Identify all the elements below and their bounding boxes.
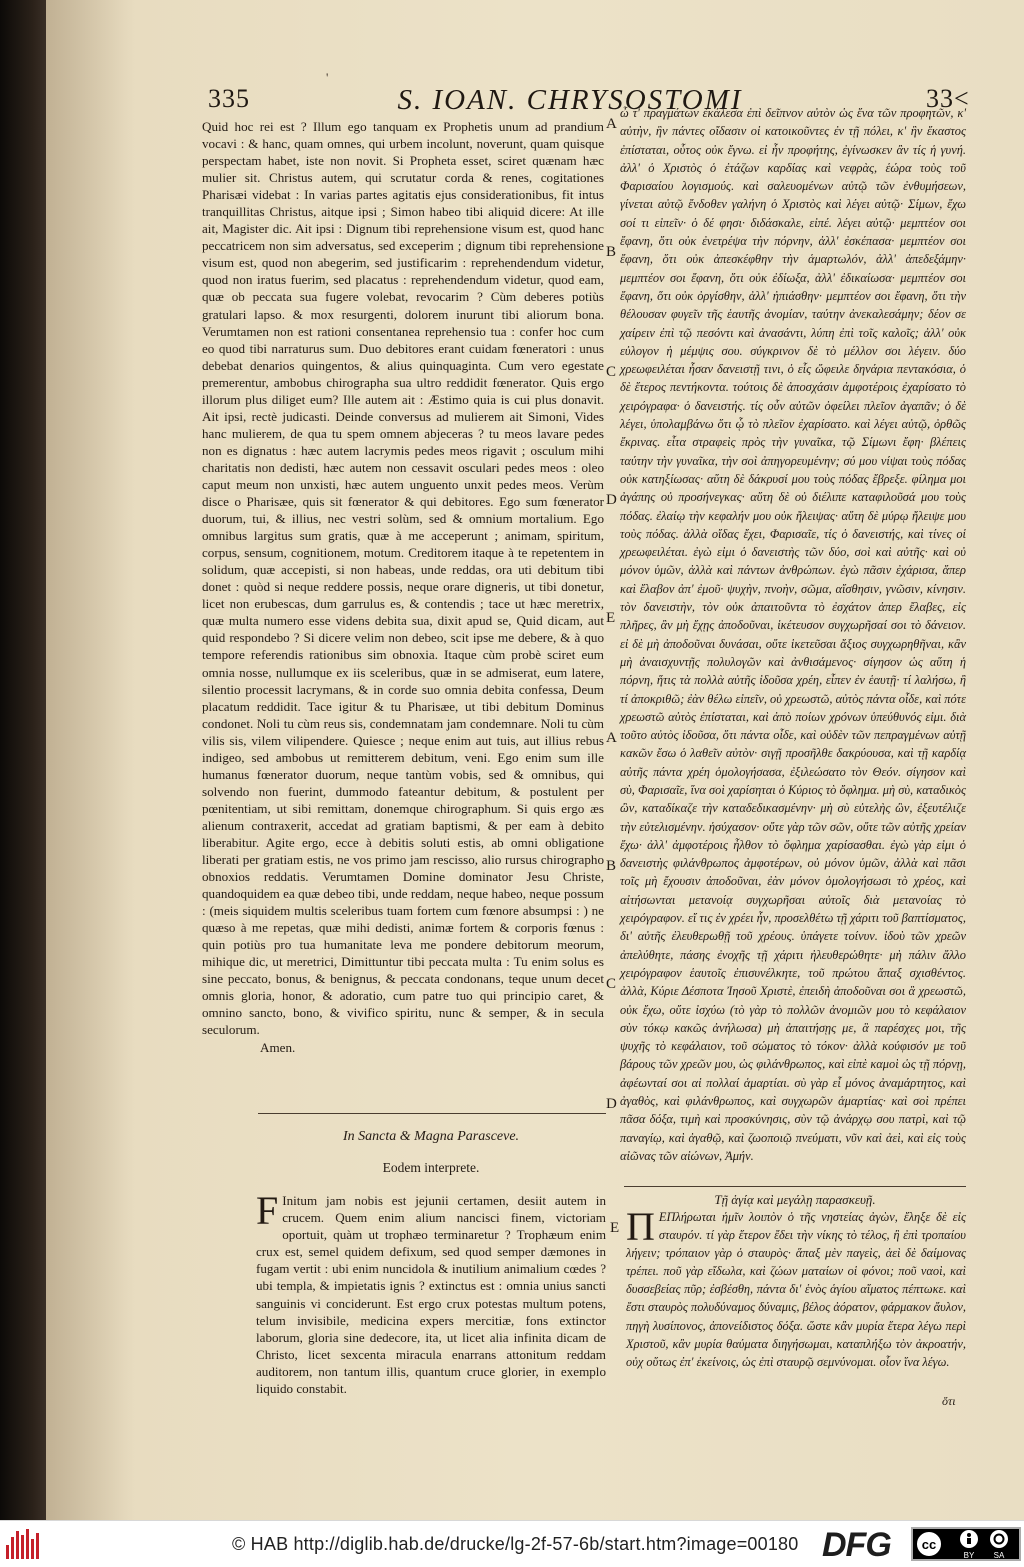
section-marker: A (606, 730, 617, 746)
catchword: ὅτι (942, 1394, 956, 1408)
sa-label: SA (993, 1551, 1005, 1560)
latin-section-body (256, 1188, 606, 1397)
page-gutter-shading (46, 0, 136, 1520)
greek-section-text: ΕΠλήρωται ἡμῖν λοιπὸν ὁ τῆς νηστείας ἀγὼν, ἔληξε δὲ εἰς σταυρόν. τί γὰρ ἕτερον ἔδει τὴν νίκης τὸ τέλος, ἢ ἐπὶ τροπαίου λήγειν; τρόπαιον γὰρ ὁ σταυρὸς· ἅπαξ μὲν παγεὶς, ἀεὶ δὲ δαίμονας τρέπει. ποῦ γὰρ εἴδωλα, καὶ ζώων ματαίων οἱ φόνοι; ποῦ ναοὶ, καὶ δυσσεβείας πῦρ; ἐσβέσθη, πάντα δι' ἑνὸς ἁγίου αἵματος πέπτωκε. καὶ ἔστι σταυρὸς πολυδύναμος δύναμις, βέλος ἀόρατον, φάρμακον ἄυλον, πηγὴ λυσίπονος, ἀπονείδιστος δόξα. ὥστε κἂν μυρία ἕτερα λέγω περὶ Χριστοῦ, κἂν μυρία θαύματα διηγήσωμαι, καταπλήξω τὸν ἀκροατήν, οὐχ οὕτως ἐπ' ἐκείνοις, ὡς ἐπὶ σταυρῷ σεμνύνομαι. οἷον ἵνα λέγω. (626, 1210, 966, 1369)
cc-license-icon[interactable] (911, 1527, 1021, 1561)
section-marker: A (606, 116, 617, 132)
greek-section-rule (624, 1186, 966, 1187)
latin-section-heading: In Sancta & Magna Parasceve. (342, 1129, 520, 1144)
section-marker: D (606, 492, 617, 508)
latin-paragraph: Quid hoc rei est ? Illum ego tanquam ex Prophetis unum ad prandium vocavi : & hanc, quam omnes, qui urbem incolunt, noverunt, quam quisque perspectam habet, iste non novit. Si Propheta esset, sciret quænam hæc mulier sit. Christus autem, qui scrutatur corda & renes, cogitationes Pharisæi videbat : In varias partes agitatis ejus considerationibus, fit intus tranquillitas Christus, aitque ipsi ; Simon habeo tibi aliquid dicere: At ille ait, Magister dic. Ait ipsi : Dignum tibi reprehensione visum est, quod hanc peccatricem non sim adversatus, sed exceperim ; dignum tibi reprehensione visum est, quod non abegerim, sed justificarim : reprehendendum videtur, quod non iratus fuerim, sed placatus : reprehendendum videtur, quod eam, quæ ob peccata sua fugere volebat, revocarim ? Cùm deberes potiùs gratulari lapso. & mox resurgenti, dolorem inurunt tibi aliorum bona. Verumtamen non est rationi consentanea reprehensio tua : confer hoc cum eo quod tibi narraturus sum. Duo debitores erant cuidam fœneratori : unus debebat denarios quingentos, & alius quinquaginta. Cum vero egestate premerentur, ambobus chirographa sua ultro reddidit fœnerator. Quis ergo illorum plus diliget eum? Ille autem ait : Æstimo quia is cui plus donavit. Ait ipsi, rectè judicasti. Deinde conversus ad mulierem ait Simoni, Vides hanc mulierem, de qua tu spem omnem abjeceras ? tu meos lavare pedes non es dignatus : hæc autem lacrymis pedes meos rigavit ; osculum mihi charitatis non dedisti, hæc autem non cessavit osculari pedes meos : oleo caput meum non unxisti, hæc autem unguento unxit pedes meos. Verùm disce o Pharisæe, quis sit fœnerator & qui debitores. Ego sum fœnerator duorum, tui, & illius, nec vestri solùm, sed & omnium mortalium. Ego omnibus largitus sum gratis, quæ à me acceperunt ; animam, spiritum, corpus, sensum, cognitionem, motum. Creditorem itaque à te repetentem in solidum, quæ accepisti, si non habeas, unde reddas, ora uti debitum tibi donet : quòd si neque reddere possis, neque orare digneris, ut tibi donetur, licet non erubescas, dum garrulus es, & contendis ; tace ut hæc meretrix, quæ multa numero esse videns debita sua, dixit apud se, Quid dicam, aut quid respondebo ? Si dicere velim non debeo, scit ipse me debere, & à quo tempore referendis rationibus sim obnoxia. Itaque cùm probè sciret eum omnia nosse, nullumque ex iis sceleribus, quæ in se admiserat, eum latere, silentio processit lacrymans, & in corde suo omnia debita confessa, Deum placatum reddidit. Tace igitur & tu Pharisæe, ut tibi debitum Dominus condonet. Noli tu cùm reus sis, condemnatam jam condemnare. Noli tu cùm vilis sis, vilem vilipendere. Quiesce ; neque enim aut tuis, aut illius rebus indigeo, sed ambobus ut remitterem debitum, veni. Ego enim sum ille humanus fœnerator duorum, neque tantùm vobis, sed & omnibus, qui solvendo non fuerint, dummodo fateantur debitum, & postulent per pœnitentiam, ut sibi remittam, donemque chirographum. Si quis ergo æs alienum contraxerit, accedat ad gratiam baptismi, & per eam à debito liberabitur. Agite ergo, ecce à debitis soluti estis, ab omni obligatione liberati per gratiam estis, ne vos primo jam rescisso, alio rursus chirographo obnoxios reddatis. Verumtamen Domine dominator Jesu Christe, quandoquidem ea quæ debeo tibi, unde reddam, neque habeo, neque possum : (meis siquidem multis sceleribus tuam fortem cum fœnore absumpsi : ) ne quæso à me repetas, quæ mihi dedisti, animæ fortem & corporis fœnus : quin potiùs pro tua humanitate leva me pondere debitorum meorum, mihique dic, ut meretrici, Dimittuntur tibi peccata multa : Tu enim solus es sine peccato, bonus, & benignus, & peccata condonans, teque unum decet omnis gloria, honor, & adoratio, cum patre tuo qui principio caret, & omnino sancto, bono, & vivifico spiritu, nunc & semper, & in secula seculorum. (202, 119, 604, 1038)
page-title: S. IOAN. CHRYSOSTOMI (397, 84, 743, 116)
greek-section-heading: Τῇ ἁγίᾳ καὶ μεγάλῃ παρασκευῇ. (714, 1192, 876, 1207)
footer-source-link[interactable]: © HAB http://diglib.hab.de/drucke/lg-2f-57-6b/start.htm?image=00180 (232, 1534, 799, 1554)
dfg-logo: DFG (822, 1526, 891, 1564)
section-marker: E (606, 610, 616, 626)
page-number-right: 33< (926, 84, 970, 113)
greek-paragraph: ὦ τ' πραγμάτων ἐκάλεσα ἐπὶ δεῖπνον αὐτὸν ὡς ἕνα τῶν προφητῶν, κ' αὐτὴν, ἣν πάντες οἴδασιν οἱ κατοικοῦντες ἐν τῇ πόλει, κ' ἣν ἕκαστος ἐπίσταται, οὗτος οὐκ ἔγνω. εἰ ἦν προφήτης, ἐγίνωσκεν ἂν τίς ἡ γυνή. ἀλλ' ὁ Χριστὸς ὁ ἐτάζων καρδίας καὶ νεφρὰς, ἑώρα τοὺς τοῦ Φαρισαίου λογισμούς. καὶ σαλευομένων αὐτῷ τῶν ἐνθυμήσεων, γίνεται αὐτῷ ἔνδοθεν γαλήνη ὁ Χριστὸς καὶ λέγει αὐτῷ· Σίμων, ἔχω σοί τι εἰπεῖν· ὁ δέ φησι· διδάσκαλε, εἰπέ. λέγει αὐτῷ· μεμπτέον σοι ἔφανη, ὅτι οὐκ ἐνετρέψα τὴν πόρνην, ἀλλ' ἐσκέπασα· μεμπτέον σοι ἔφανη, ὅτι οὐκ ἀπεσκέφθην τὴν ἁμαρτωλόν, ἀλλ' ἀπεδεξάμην· μεμπτέον σοι ἔφανη, ὅτι οὐκ ἐδίωξα, ἀλλ' ἐδικαίωσα· μεμπτέον σοι ἔφανη, ὅτι οὐκ ὀργίσθην, ἀλλ' ἠπιάσθην· μεμπτέον σοι ἔφανη, ὅτι τὴν θέλουσαν φυγεῖν τῆς ἑαυτῆς ἀνομίαν, ταύτην ἀνεκαλεσάμην; δέον σε χαίρειν ἐπὶ τῷ πεσόντι καὶ ἀνασάντι, λύπη ἐπὶ τοῖς καλοῖς; ἀλλ' οὐκ εὐλογον ἡ μέμψις σου. σύγκρινον δὲ τὸ μέλλον σοι λέγειν. δύο χρεωφειλέται ἦσαν δανειστῇ τινι, ὁ εἷς ὤφειλε δηνάρια πεντακόσια, ὁ δὲ ἕτερος πεντήκοντα. τούτοις δὲ ἀποσχάσιν ἀμφοτέροις ἐχαρίσατο τὸ χειρόγραφα· ὁ δανειστής. τίς οὖν αὐτῶν ὀφείλει πλεῖον ἀγαπᾶν; ὁ δὲ λέγει, ὑπολαμβάνω ὅτι ᾧ τὸ πλεῖον ἐχαρίσατο. καὶ λέγει αὐτῷ, ὀρθῶς ἔκρινας. εἶτα στραφεὶς πρὸς τὴν γυναῖκα, τῷ Σίμωνι ἔφη· βλέπεις ταύτην τὴν γυναῖκα, τὴν σοὶ ἀπηγορευμένην; σύ μου νίψαι τοὺς πόδας οὐκ κατηξίωσας· αὕτη δὲ δάκρυσί μου τοὺς πόδας ἔβρεξε. φίλημα μοι ἀγάπης οὐ προσήνεγκας· αὕτη δὲ οὐ διέλιπε καταφιλοῦσά μου τοὺς πόδας. ἐλαίῳ τὴν κεφαλήν μου οὐκ ἤλειψας· αὕτη δὲ μύρῳ ἤλειψε μου τοὺς πόδας. ἀλλὰ οἴδας ἔχει, Φαρισαῖε, τίς ὁ δανειστής, καὶ τίνες οἱ χρεωφειλέται. ἐγὼ εἰμι ὁ δανειστὴς τῶν δύο, σοὶ καὶ αὐτῆς· καὶ οὐ μόνον ὑμῶν, ἀλλὰ καὶ πάντων ἀνθρώπων. ἐγὼ πᾶσιν ἐχάρισα, ἅπερ καὶ ἔλαβον ἀπ' ἐμοῦ· ψυχὴν, πνοὴν, σῶμα, αἴσθησιν, γνῶσιν, κίνησιν. τὸν δανειστὴν, τὸν οὐκ ἀπαιτοῦντα τὸ ἐσχάτον ἀπερ ἔλαβες, εἰς πλῆρες, ἂν μὴ ἔχῃς ἀποδοῦναι, ἱκέτευσον συγχωρῆσαί σοι τὸ δάνειον. εἰ δὲ μὴ ἀποδοῦναι δυνάσαι, οὔτε ἱκετεῦσαι ἄξιος συγχωρηθῆναι, κἂν μὴ ἀναισχυντῇς πολυλογῶν καὶ ἀνθισάμενος· σίγησον ὡς αὕτη ἡ πόρνη, ἥτις τὰ πολλὰ αὐτῆς ἰδοῦσα χρέη, εἶπεν ἐν ἑαυτῇ· τί λαλήσω, ἢ τί ἀποκριθῶ; ἐὰν θέλω εἰπεῖν, οὐ χρεωστῶ, αὐτὸς πάντα οἶδε, καὶ πότε χρεωστῶ αὐτὸς ἐπίσταται, καὶ ἀπὸ ποίων χρόνων ὑπεύθυνός εἰμι. διὰ τοῦτο αὐτὸς ἰδοῦσα, ὅτι πάντα οἶδε, καὶ οὐδὲν τῶν πεπραγμένων αὐτῇ κακῶν ἔσω ὁ λαθεῖν αὐτὸν· σιγῇ προσῆλθε δακρύουσα, καὶ τῇ καρδίᾳ αὐτῆς πάντα χρέη ὁμολογήσασα, ἐξιλεώσατο τὸν Θεόν. σίγησον καὶ σὺ, Φαρισαῖε, ἵνα σοὶ χαρίσηται ὁ Κύριος τὸ ὄφλημα. μὴ σὺ, καταδικὸς ὢν, καταδίκαζε τὴν καταδεδικασμένην· μὴ σὺ εὐτελὴς ὢν, ἐξευτέλιζε τὴν εὐτελισμένην. ἡσύχασον· οὔτε γὰρ τῶν σῶν, οὔτε τῶν αὐτῆς χρείαν ἔχω· ἀλλ' ἀμφοτέροις ἦλθον τὸ ὄφλημα χαρίσασθαι. ἐγὼ γὰρ εἰμι ὁ δανειστὴς φιλάνθρωπος ἀμφοτέρων, οὐ μόνον ὑμῶν, ἀλλὰ καὶ πᾶσι τοῖς μὴ ἔχουσιν ἀποδοῦναι, ἐὰν μόνον ὁμολογήσωσι τὸ χρέος, καὶ αἰτήσωνται μετανοίᾳ συγχωρῆσαι αὐτοῖς διὰ μετανοίας τὸ χειρόγραφον. εἴ τις ἐν χρέει ἦν, προσελθέτω τῇ χάριτι τοῦ βαπτίσματος, δι' αὐτῆς ἐλευθερωθῇ τοῦ χρέους. ὑπάγετε τοίνυν. ἰδοὺ τῶν χρεῶν ἀπελύθητε, πάσης ἐνοχῆς τῇ χάριτι ἠλευθερώθητε· μὴ πάλιν ἄλλο χειρόγραφον ἑαυτοῖς ἐπισυνέλκητε, τοῦ πρώτου ἅπαξ σχισθέντος. ἀλλὰ, Κύριε Δέσποτα Ἰησοῦ Χριστὲ, ἐπειδὴ ἀποδοῦναι σοι ἃ χρεωστῶ, οὐκ ἔχω, οὔτε ἰσχύω (τὸ γὰρ τὸ πολλῶν ἀνομιῶν μου τὸ κεφάλαιον σὺν τόκῳ κακῶς ἀνήλωσα) μὴ ἀπαιτήσῃς με, ἃ παρέσχες μοι, τῆς ψυχῆς τὸ κεφάλαιον, τοῦ σώματος τὸ τόκον· ἀλλὰ κούφισόν με τοῦ βάρους τῶν χρεῶν μου, ὡς φιλάνθρωπος, καὶ εἰπὲ καμοὶ ὡς τῇ πόρνῃ, ἀφέωνταί σοι αἱ πολλαί ἁμαρτίαι. σὺ γὰρ εἶ μόνος ἀναμάρτητος, καὶ ἀγαθὸς, καὶ φιλάνθρωπος, καὶ συγχωρῶν ἁμαρτίας· καὶ σοὶ πρέπει πᾶσα δόξα, τιμὴ καὶ προσκύνησις, σὺν τῷ ἀνάρχῳ σου πατρὶ, καὶ τῷ παναγίῳ, καὶ ἀγαθῷ, καὶ ζωοποιῷ πνεύματι, νῦν καὶ ἀεὶ, καὶ εἰς τοὺς αἰῶνας τῶν αἰώνων, Ἀμήν. (620, 106, 966, 1163)
latin-column (202, 118, 604, 1093)
latin-amen: Amen. (260, 1039, 296, 1055)
latin-dropcap: F (256, 1188, 279, 1233)
book-edge-shadow (0, 0, 46, 1520)
stray-mark: ' (326, 70, 329, 85)
hab-logo-icon (6, 1529, 42, 1559)
svg-text:cc: cc (921, 1537, 937, 1552)
greek-section-body (626, 1204, 966, 1388)
section-marker: B (606, 244, 617, 260)
footer-bar (0, 1520, 1024, 1567)
latin-section-rule (258, 1113, 606, 1114)
latin-section-subheading: Eodem interprete. (382, 1160, 480, 1175)
section-marker: C (606, 364, 617, 380)
greek-column (620, 104, 966, 1186)
latin-section-text: Initum jam nobis est jejunii certamen, desiit autem in crucem. Quem enim alium nancisci finem, victoriam oportuit, quàm ut trophæo terminaretur ? Trophæum enim crux est, semel quidem defixum, sed quod semper dæmones in fugam vertit : ubi enim nuncidola & inutilium animalium cœdes ? ubi templa, & impietatis ignis ? extinctus est : omnia unius sancti sanguinis vi conciderunt. Est ergo crux potestas multum potens, telum invisibile, medicina expers mercitiæ, fons extinctor laborum, gloria sine dedecore, ita, ut licet alia infinita dicam de Christo, licet sexcenta miracula enarrans attonitum reddam auditorem, non tantum illis, quantum cruce glorier, in exemplo liquido constabit. (256, 1193, 606, 1397)
section-marker: C (606, 976, 617, 992)
cc-icon (916, 1531, 942, 1557)
greek-dropcap: Π (626, 1204, 655, 1249)
by-label: BY (963, 1551, 975, 1560)
page-number-left: 335 (208, 84, 250, 113)
section-marker: D (606, 1096, 617, 1112)
section-marker: B (606, 858, 617, 874)
section-marker: E (610, 1220, 620, 1236)
